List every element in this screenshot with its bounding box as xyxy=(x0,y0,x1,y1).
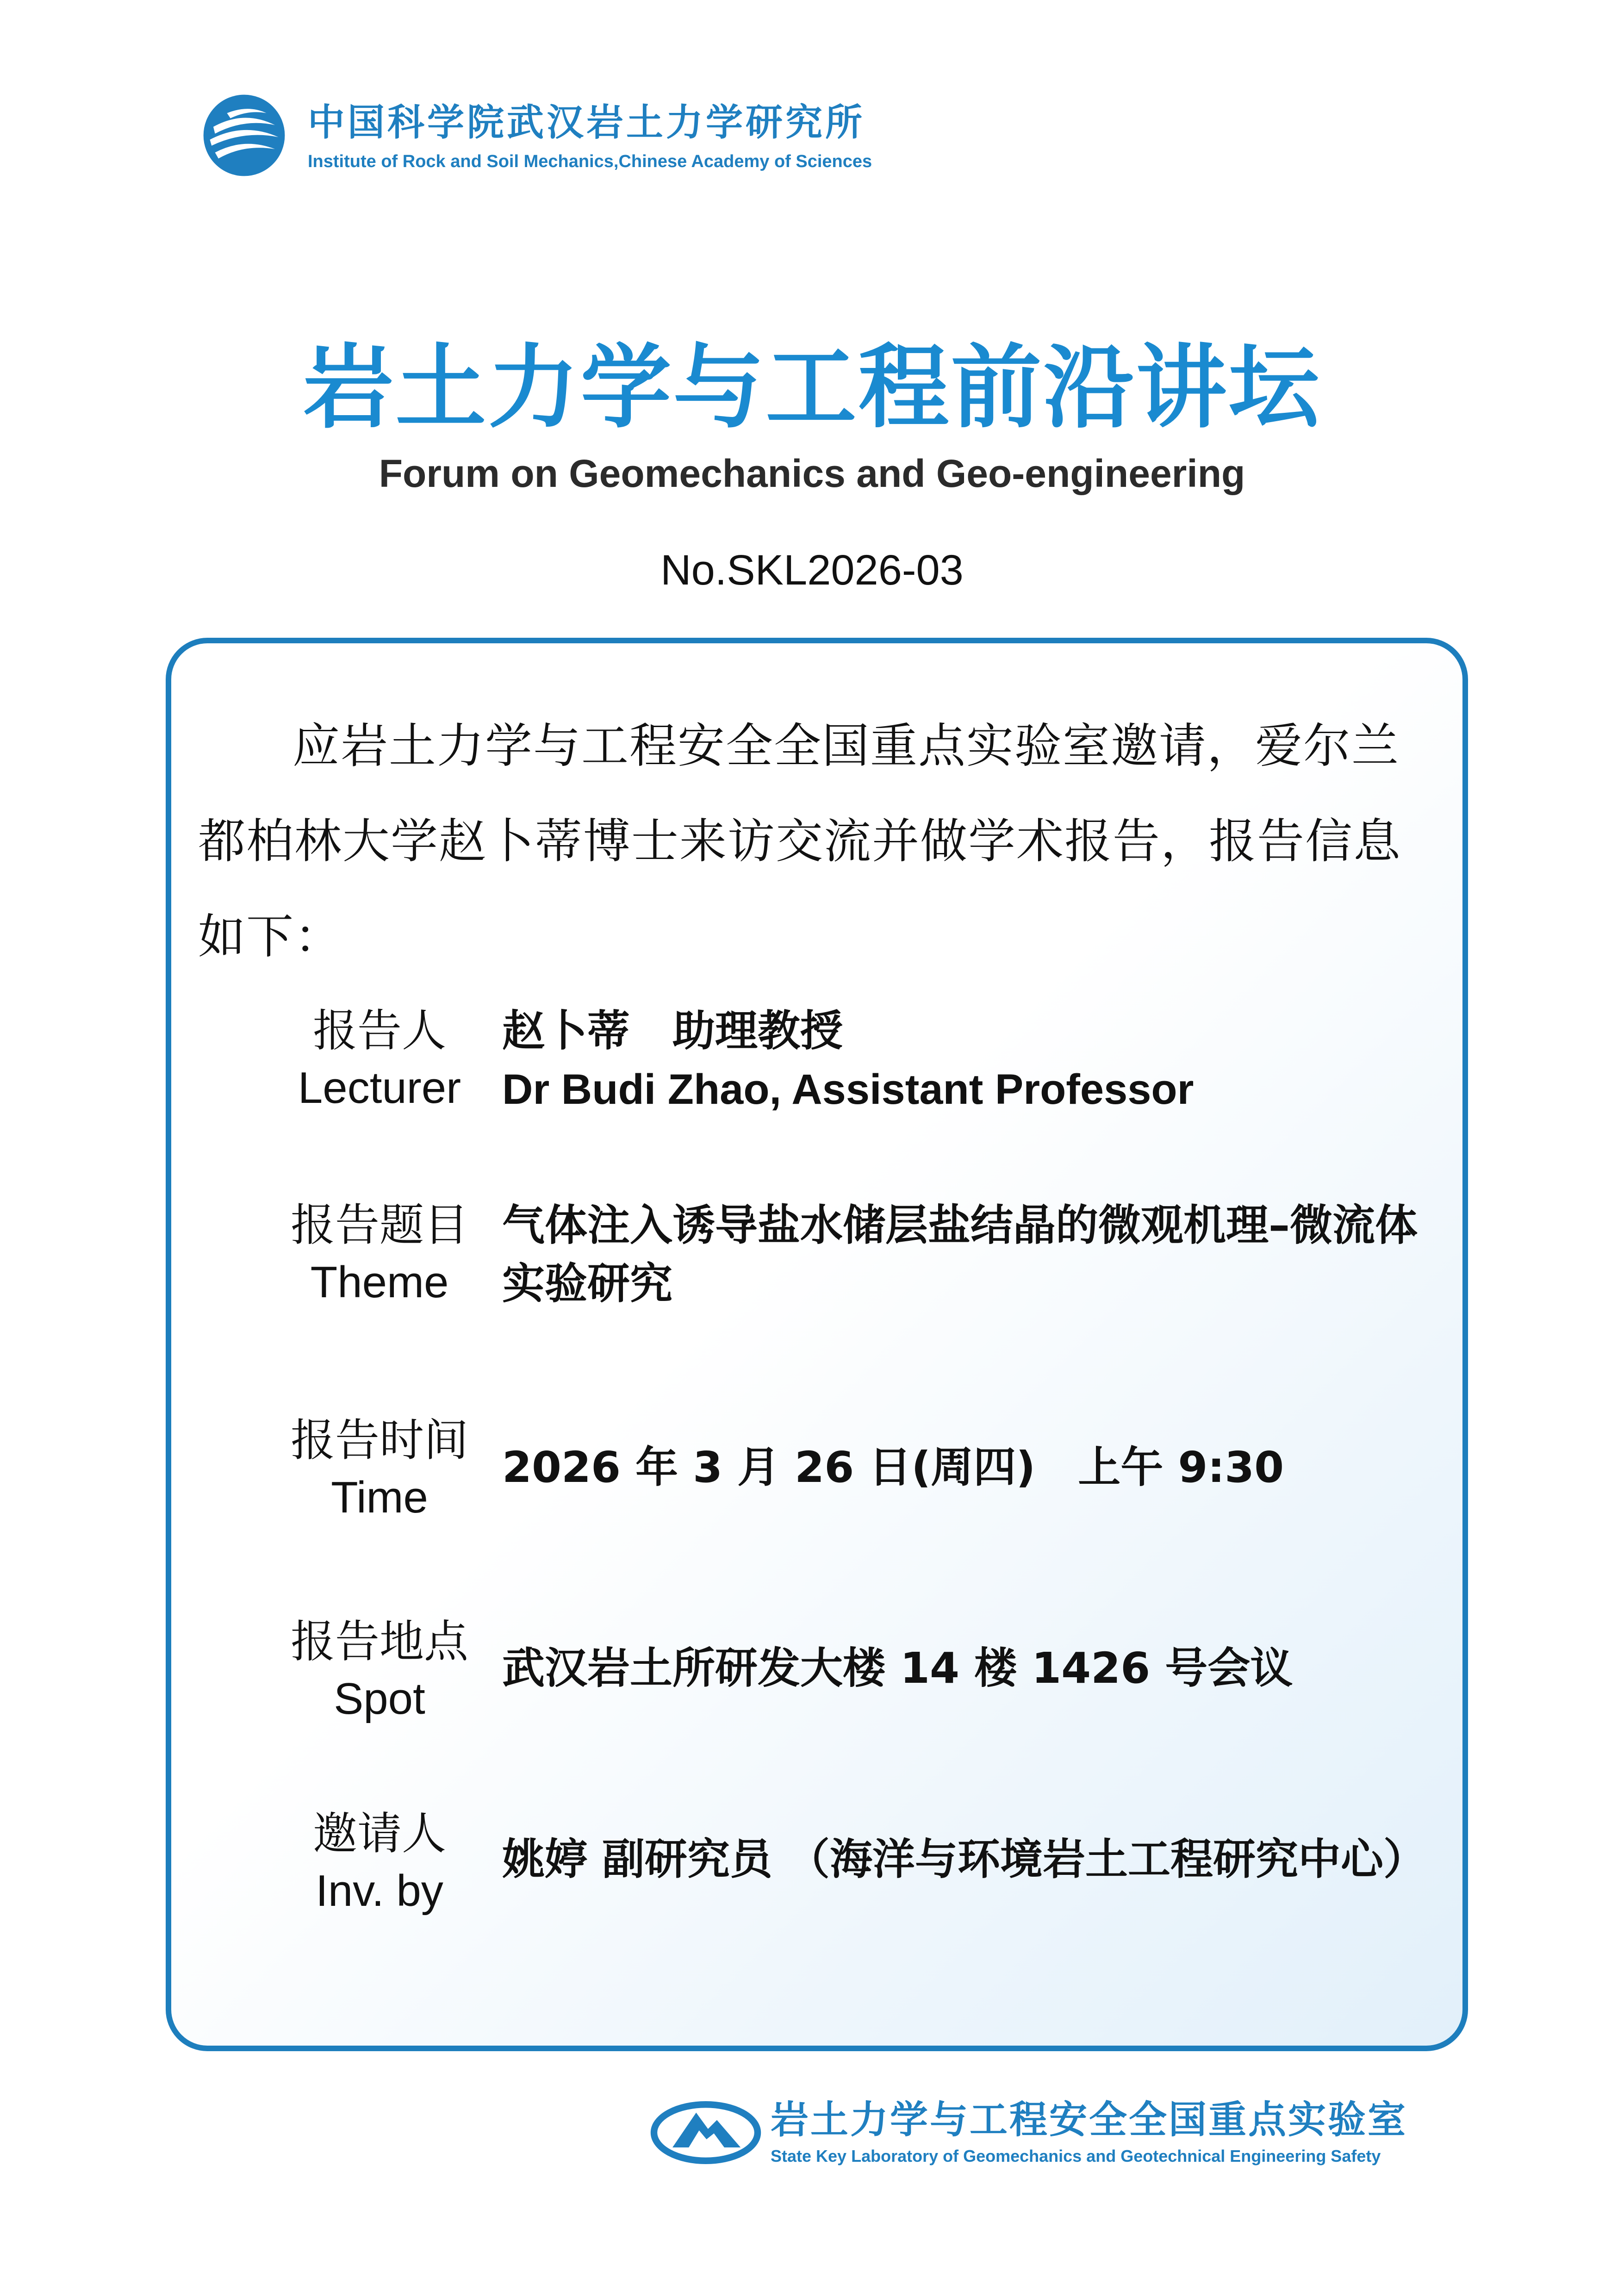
lecturer-value-en: Dr Budi Zhao, Assistant Professor xyxy=(502,1066,1194,1113)
institute-logo-icon xyxy=(201,93,287,178)
inviter-label-cn: 邀请人 xyxy=(313,1808,446,1860)
spot-label-en: Spot xyxy=(334,1674,425,1724)
time-label-en: Time xyxy=(331,1473,428,1522)
inviter-value xyxy=(502,1830,1442,1889)
inviter-label xyxy=(241,1805,518,1920)
lecturer-label-en: Lecturer xyxy=(298,1063,461,1113)
lab-logo-icon xyxy=(650,2092,761,2166)
lecturer-value xyxy=(502,1002,1442,1119)
spot-label-cn: 报告地点 xyxy=(291,1616,468,1668)
theme-value-line1: 气体注入诱导盐水储层盐结晶的微观机理–微流体 xyxy=(502,1201,1418,1250)
time-label xyxy=(241,1412,518,1526)
theme-label xyxy=(241,1196,518,1311)
lecturer-label xyxy=(241,1002,518,1117)
theme-value-line2: 实验研究 xyxy=(502,1259,673,1308)
spot-value-text: 武汉岩土所研发大楼 14 楼 1426 号会议 xyxy=(502,1643,1293,1693)
intro-paragraph: 应岩土力学与工程安全全国重点实验室邀请，爱尔兰都柏林大学赵卜蒂博士来访交流并做学术报告，报告信息如下： xyxy=(198,719,1401,964)
theme-label-en: Theme xyxy=(310,1257,449,1307)
time-value xyxy=(502,1438,1442,1497)
time-value-text: 2026 年 3 月 26 日(周四) 上午 9:30 xyxy=(502,1443,1284,1492)
forum-serial-number: No.SKL2026-03 xyxy=(660,547,964,594)
theme-value xyxy=(502,1196,1442,1313)
theme-label-cn: 报告题目 xyxy=(291,1199,468,1251)
lab-name-en: State Key Laboratory of Geomechanics and Geotechnical Engineering Safety xyxy=(771,2147,1381,2165)
lecturer-value-cn: 赵卜蒂 助理教授 xyxy=(502,1006,843,1056)
lab-name-cn: 岩土力学与工程安全全国重点实验室 xyxy=(771,2098,1408,2142)
inviter-value-text: 姚婷 副研究员 （海洋与环境岩土工程研究中心） xyxy=(502,1835,1426,1884)
info-panel xyxy=(166,638,1468,2051)
spot-label xyxy=(241,1613,518,1728)
institute-name-cn: 中国科学院武汉岩土力学研究所 xyxy=(308,101,865,144)
lecturer-label-cn: 报告人 xyxy=(313,1005,446,1057)
forum-title-cn: 岩土力学与工程前沿讲坛 xyxy=(303,335,1321,441)
time-label-cn: 报告时间 xyxy=(291,1414,468,1466)
forum-title-en: Forum on Geomechanics and Geo-engineering xyxy=(379,452,1245,495)
inviter-label-en: Inv. by xyxy=(316,1866,443,1916)
spot-value xyxy=(502,1639,1442,1698)
institute-name-en: Institute of Rock and Soil Mechanics,Chinese Academy of Sciences xyxy=(308,152,872,171)
